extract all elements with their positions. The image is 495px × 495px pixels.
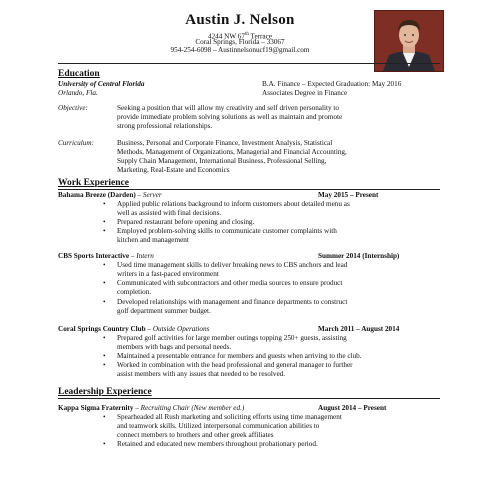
contact-line: 954-254-6098 – Austinnelsonucf19@gmail.com (170, 46, 310, 54)
curriculum-line: Supply Chain Management, International Business, Professional Selling, (117, 157, 327, 165)
objective-label: Objective: (58, 104, 88, 112)
address-line-2: Coral Springs, Florida – 33067 (195, 38, 285, 46)
job-dates: May 2015 – Present (318, 191, 379, 199)
list-item: • Spearheaded all Rush marketing and soliciting efforts using time management and teamwork skills. Utilized interpersonal communication abilities to connect members to brothers and other greek affiliates (103, 413, 342, 439)
curriculum-line: Business, Personal and Corporate Finance, Investment Analysis, Statistical (117, 139, 333, 147)
list-item: • Communicated with subcontractors and other media sources to ensure product completion. (103, 279, 343, 296)
curriculum-label: Curriculum: (58, 139, 94, 147)
candidate-name: Austin J. Nelson (185, 12, 295, 28)
curriculum-line: Marketing, Real-Estate and Economics (117, 166, 230, 174)
job-title-line: Coral Springs Country Club – Outside Operations (58, 325, 210, 333)
degree-secondary: Associates Degree in Finance (262, 89, 348, 97)
list-item: • Applied public relations background to inform customers about detailed menu as well as assisted with final decisions. (103, 200, 350, 217)
education-heading: Education (58, 69, 100, 79)
work-experience-heading: Work Experience (58, 178, 129, 188)
work-divider (58, 189, 440, 190)
objective-line: provide immediate problem solving solutions as well as maintain and promote (117, 113, 343, 121)
objective-line: Seeking a position that will allow my creativity and self driven personality to (117, 104, 339, 112)
leadership-heading: Leadership Experience (58, 387, 152, 397)
job-title-line: CBS Sports Interactive – Intern (58, 252, 154, 260)
job-dates: Summer 2014 (Internship) (318, 252, 400, 260)
school-location: Orlando, Fla. (58, 89, 98, 97)
school-name: University of Central Florida (58, 80, 145, 88)
list-item: • Retained and educated new members throughout probationary period. (103, 440, 318, 448)
objective-line: strong professional relationships. (117, 122, 213, 130)
list-item: • Employed problem-solving skills to communicate customer complaints with kitchen and management (103, 227, 337, 244)
job-dates: March 2011 – August 2014 (318, 325, 400, 333)
curriculum-line: Methods, Management of Organizations, Managerial and Financial Accounting, (117, 148, 347, 156)
degree-primary: B.A. Finance – Expected Graduation: May 2016 (262, 80, 402, 88)
list-item: • Developed relationships with management and finance departments to construct golf department summer budget. (103, 298, 348, 315)
header-divider (58, 63, 440, 64)
list-item: • Prepared golf activities for large member outings topping 250+ guests, assisting members with bags and personal needs. (103, 334, 347, 351)
leadership-title-line: Kappa Sigma Fraternity – Recruiting Chair (New member ed.) (58, 404, 245, 412)
leadership-divider (58, 398, 440, 399)
leadership-dates: August 2014 – Present (318, 404, 387, 412)
address-line-1: 4244 NW 67th Terrace (207, 32, 272, 41)
list-item: • Used time management skills to deliver breaking news to CBS anchors and lead writers in a fast-paced environment (103, 261, 348, 278)
list-item: • Worked in combination with the head professional and general manager to further assist members with any issues that needed to be resolved. (103, 361, 353, 378)
list-item: • Prepared restaurant before opening and closing. (103, 218, 255, 226)
list-item: • Maintained a presentable entrance for members and guests when arriving to the club. (103, 352, 362, 360)
job-title-line: Bahama Breeze (Darden) – Server (58, 191, 162, 199)
